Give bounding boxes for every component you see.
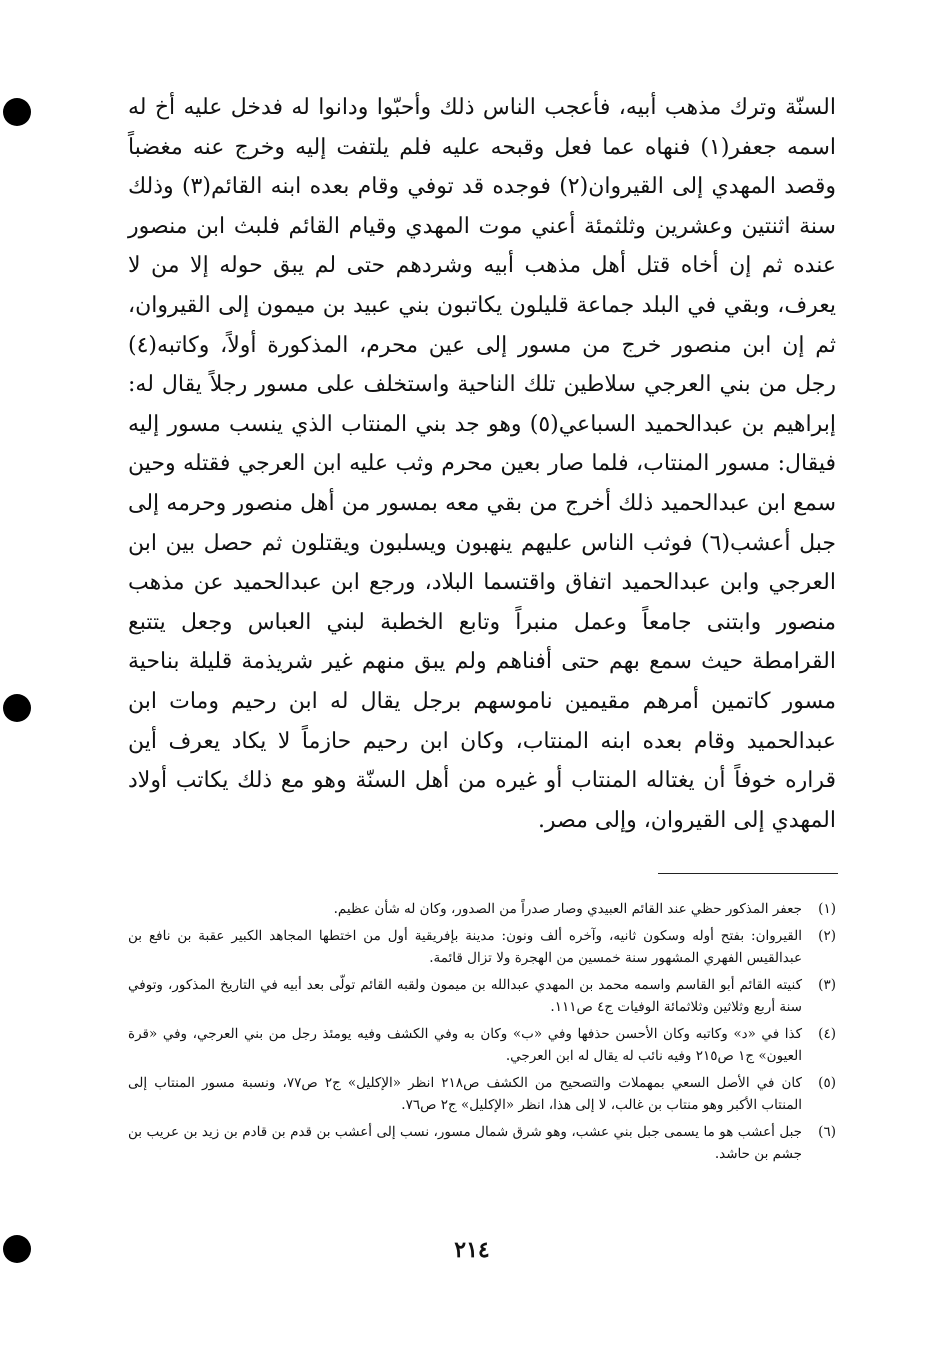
footnote-number: (٦) xyxy=(818,1123,836,1140)
footnote-number: (٤) xyxy=(818,1025,836,1042)
footnote-text: كنيته القائم أبو القاسم واسمه محمد بن المهدي عبدالله بن ميمون ولقبه القائم تولّى بعد أبيه في التاريخ المذكور، وتوفي سنة أربع وثلاثين وثلاثمائة الوفيات ج٤ ص١١١. xyxy=(128,976,802,1015)
footnote-text: القيروان: بفتح أوله وسكون ثانيه، وآخره ألف ونون: مدينة بإفريقية أول من اختطها المجاهد الكبير عقبة بن نافع بن عبدالقيس الفهري المشهور سنة خمسين من الهجرة ولا تزال قائمة. xyxy=(128,927,802,966)
footnote-text: كذا في «د» وكاتبه وكان الأحسن حذفها وفي «ب» وكان به وفي الكشف وفيه يومئذ رجل من بني العرجي، وفي «قرة العيون» ج١ ص٢١٥ وفيه نائب له يقال له ابن العرجي. xyxy=(128,1025,802,1064)
footnote-text: كان في الأصل السعي بمهملات والتصحيح من الكشف ص٢١٨ انظر «الإكليل» ج٢ ص٧٧، ونسبة مسور المنتاب إلى المنتاب الأكبر وهو منتاب بن غالب، لا إلى هذا، انظر «الإكليل» ج٢ ص٧٦. xyxy=(128,1074,802,1113)
footnote-number: (١) xyxy=(818,901,836,917)
punch-hole-top xyxy=(3,98,31,126)
footnote-2 xyxy=(128,925,836,970)
punch-hole-middle xyxy=(3,694,31,722)
footnote-number: (٥) xyxy=(818,1074,836,1091)
page-number: ٢١٤ xyxy=(454,1237,490,1263)
footnote-text: جعفر المذكور حظي عند القائم العبيدي وصار صدراً من الصدور، وكان له شأن عظيم. xyxy=(333,901,802,917)
footnote-1 xyxy=(128,898,836,921)
footnote-3 xyxy=(128,974,836,1019)
footnotes xyxy=(128,898,836,1170)
main-paragraph: السنّة وترك مذهب أبيه، فأعجب الناس ذلك وأحبّوا ودانوا له فدخل عليه أخ له اسمه جعفر(١) فنهاه عما فعل وقبحه عليه فلم يلتفت إليه وخرج عنه مغضباً وقصد المهدي إلى القيروان(٢) فوجده قد توفي وقام بعده ابنه القائم(٣) وذلك سنة اثنتين وعشرين وثلثمئة أعني موت المهدي وقيام القائم فلبث ابن منصور عنده ثم إن أخاه قتل أهل مذهب أبيه وشردهم حتى لم يبق حوله إلا من لا يعرف، وبقي في البلد جماعة قليلون يكاتبون بني عبيد بن ميمون إلى القيروان، ثم إن ابن منصور خرج من مسور إلى عين محرم، المذكورة أولاً، وكاتبه(٤) رجل من بني العرجي سلاطين تلك الناحية واستخلف على مسور رجلاً يقال له: إبراهيم بن عبدالحميد السباعي(٥) وهو جد بني المنتاب الذي ينسب مسور إليه فيقال: مسور المنتاب، فلما صار بعين محرم وثب عليه ابن العرجي فقتله وحين سمع ابن عبدالحميد ذلك أخرج من بقي معه بمسور من أهل منصور وحرمه إلى جبل أعشب(٦) فوثب الناس عليهم ينهبون ويسلبون ويقتلون ثم حصل بين ابن العرجي وابن عبدالحميد اتفاق واقتسما البلاد، ورجع ابن عبدالحميد عن مذهب منصور وابتنى جامعاً وعمل منبراً وتابع الخطبة لبني العباس وجعل يتتبع القرامطة حيث سمع بهم حتى أفناهم ولم يبق منهم غير شريذمة قليلة بناحية مسور كاتمين أمرهم مقيمين ناموسهم برجل يقال له ابن رحيم ومات ابن عبدالحميد وقام بعده ابنه المنتاب، وكان ابن رحيم حازماً لا يكاد يعرف أين قراره خوفاً أن يغتاله المنتاب أو غيره من أهل السنّة وهو مع ذلك يكاتب أولاد المهدي إلى القيروان، وإلى مصر. xyxy=(128,95,836,833)
footnote-6 xyxy=(128,1121,836,1166)
footnote-number: (٣) xyxy=(818,976,836,993)
footnote-4 xyxy=(128,1023,836,1068)
footnote-number: (٢) xyxy=(818,927,836,944)
footnote-text: جبل أعشب هو ما يسمى جبل بني عشب، وهو شرق شمال مسور، نسب إلى أعشب بن قدم بن قادم بن زيد بن عريب بن جشم بن حاشد. xyxy=(128,1123,802,1162)
footnote-5 xyxy=(128,1072,836,1117)
main-text-block xyxy=(128,88,836,840)
footnote-separator xyxy=(658,873,838,874)
